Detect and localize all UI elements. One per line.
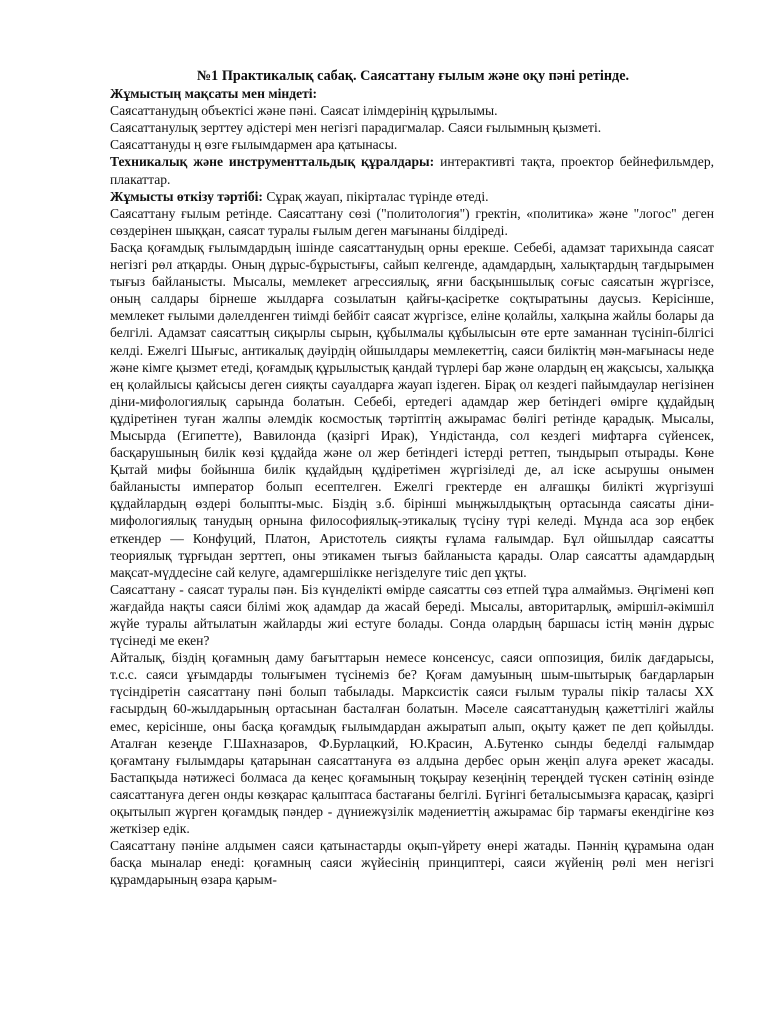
procedure-text: Сұрақ жауап, пікірталас түрінде өтеді. [266, 188, 489, 204]
goal-heading: Жұмыстың мақсаты мен міндеті: [110, 86, 318, 102]
goal-item: Саясаттанулық зерттеу әдістері мен негізгі парадигмалар. Саяси ғылымның қызметі. [110, 120, 602, 136]
body-paragraph: Саясаттану пәніне алдымен саяси қатынастарды оқып-үйрету өнері жатады. Пәннің құрамына одан басқа мыналар енеді: қоғамның саяси жүйесінің принциптері, саяси жүйенің рөлі мен негізгі құрамдарының өзара қарым- [110, 838, 714, 888]
body-paragraph: Айталық, біздің қоғамның даму бағыттарын немесе консенсус, саяси оппозиция, билік дағдарысы, т.с.с. саяси ұғымдарды толығымен түсінеміз бе? Қоғам дамуының шым-шытырық бағдарларын түсіндіретін саясаттану пәні болып табылады. Марксистік саяси ғылым туралы пікір таласы XX ғасырдың 60-жылдарының ортасынан басталған болатын. Мәселе саясаттанудың қажеттілігі жайлы емес, керісінше, оны басқа қоғамдық ғылымдардан ажыратып алып, оқыту қажет пе деп қойылды. Аталған кезеңде Г.Шахназаров, Ф.Бурлацкий, Ю.Красин, А.Бутенко сынды беделді ғалымдар қоғамтану ғылымдары қатарынан саясаттануға өз алдына дербес орын жеңіп алуға әрекет жасады. Бастапқыда нәтижесі болмаса да кеңес қоғамының тоқырау кезеңінің тереңдей түскен сәтінің өзінде саясаттануға деген онды көзқарас қалыптаса бастағаны белгілі. Бүгінгі беталысымызға қарасақ, қазіргі оқытылып жүрген қоғамдық пәндер - дүниежүзілік мәдениеттің ажырамас бір тармағы екендігіне көз жеткізер едік. [110, 650, 714, 837]
body-paragraph: Басқа қоғамдық ғылымдардың ішінде саясаттанудың орны ерекше. Себебі, адамзат тарихында саясат негізгі рөл атқарды. Оның дұрыс-бұрыстығы, сайып келгенде, адамдардың, халықтардың тағдырымен тығыз байланысты. Мысалы, мемлекет агрессиялық, яғни басқыншылық соғыс саясатын жүргізсе, оның салдары бірнеше жылдарға созылатын қайғы-қасіретке соқтыратыны даусыз. Керісінше, мемлекет ғылыми дәлелденген тиімді бейбіт саясат жүргізсе, еліне қолайлы, халқына жайлы болары да белгілі. Адамзат саясаттың сиқырлы сырын, құбылмалы құбылысын өте ерте заманнан түсініп-білгісі келді. Ежелгі Шығыс, антикалық дәуірдің ойшылдары мемлекеттің, саяси биліктің мән-мағынасы неде және кімге қызмет етеді, қоғамдық құрылыстық қандай түрлері бар және олардың ең жақсысы, халыққа ең қолайлысы қайсысы деген сияқты сауалдарға жауап іздеген. Бірақ ол кездегі пайымдаулар негізінен діни-мифологиялық сарында болатын. Себебі, ертедегі адамдар жер бетіндегі өмірге құдайдың құдіретінен туған жалпы әлемдік космостық тәртіптің ажырамас бөлігі ретінде қарадық. Мысалы, Мысырда (Египетте), Вавилонда (қазіргі Ирак), Үндістанда, сол кездегі мифтарға сүйенсек, басқарушының билік көзі құдайда және ол жер бетіндегі істерді реттеп, тындырып отырады. Көне Қытай мифы бойынша билік құдайдың құдіретімен жүргізіледі де, ал іске асырушы онымен байланысты император болып есептелген. Ежелгі гректерде ен алғашқы билікті жүргізуші құдайлардың өздері болыпты-мыс. Біздің з.б. бірінші мыңжылдықтың ортасында саясаты діни-мифологиялық танудың орнына философиялық-этикалық түсіну түрі келеді. Мұнда аса зор еңбек еткендер — Конфуций, Платон, Аристотель сияқты ғұлама ғалымдар. Бұл ойшылдар саясатты теориялық тұрғыдан зерттеп, оны этикамен тығыз байланыста қарады. Олар саясатты адамдардың мақсат-мүддесіне сай келуге, адамгершілікке негізделуге тиіс деп ұқты. [110, 239, 714, 580]
goal-item: Саясаттанудың объектісі және пәні. Саясат ілімдерінің құрылымы. [110, 103, 498, 119]
tools-line [110, 153, 714, 187]
tools-label: Техникалық және инструменттальдық құралдары: [110, 154, 435, 170]
procedure-line [110, 188, 714, 205]
body-paragraph: Саясаттану - саясат туралы пән. Біз күнделікті өмірде саясатты сөз етпей тұра алмаймыз. Әңгімені көп жағдайда нақты саяси білімі жоқ адамдар да жасай береді. Мысалы, авторитарлық, әміршіл-әкімшіл жүйе туралы айтылатын жайларды жиі естуге болады. Сонда олардың баршасы істің мәнін дұрыс түсінеді ме екен? [110, 581, 714, 649]
tools-text: интерактивті тақта, проектор бейнефильмдер, плакаттар. [110, 154, 715, 187]
goal-item: Саясаттануды ң өзге ғылымдармен ара қатынасы. [110, 137, 398, 153]
body-paragraph: Саясаттану ғылым ретінде. Саясаттану сөзі ("политология") гректін, «политика» және "логос" деген сөздерінен шыққан, саясат туралы ғылым деген мағынаны білдіреді. [110, 205, 714, 238]
procedure-label: Жұмысты өткізу тәртібі: [110, 188, 263, 204]
page-title: №1 Практикалық сабақ. Саясаттану ғылым және оқу пәні ретінде. [196, 68, 630, 84]
